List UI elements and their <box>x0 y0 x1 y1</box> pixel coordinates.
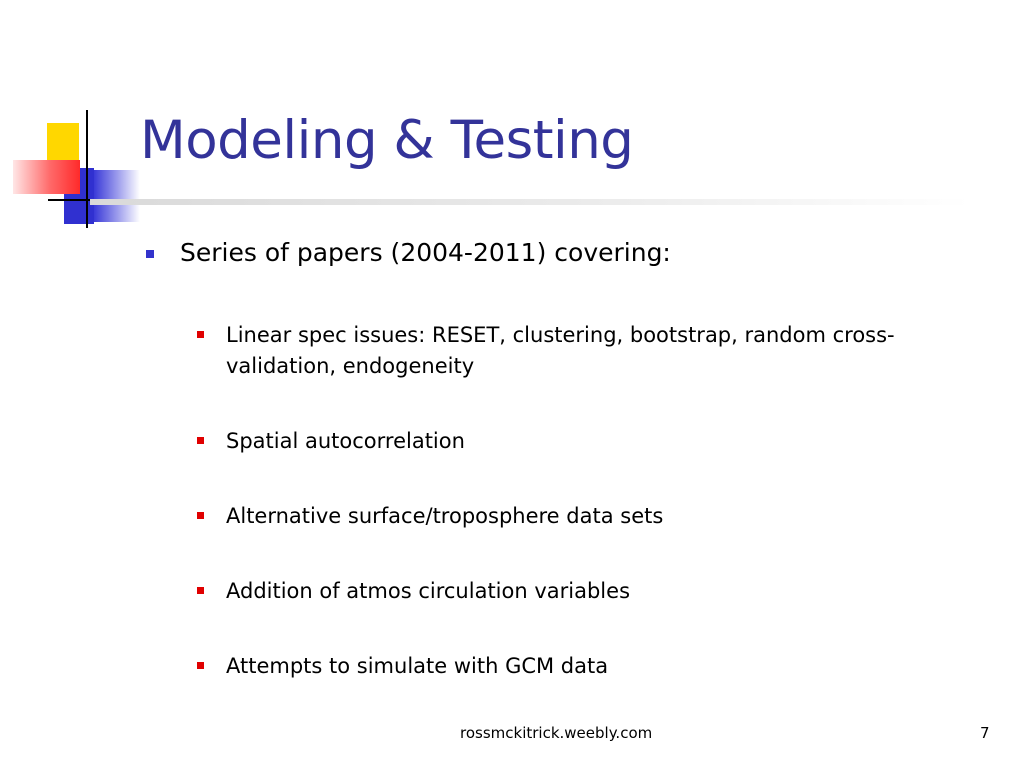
bullet-marker <box>146 250 154 258</box>
footer-url: rossmckitrick.weebly.com <box>460 724 653 742</box>
sub-bullet-marker <box>197 437 204 444</box>
logo-red-square <box>13 160 80 194</box>
sub-bullet-text: Attempts to simulate with GCM data <box>226 654 609 678</box>
sub-bullet-marker <box>197 331 204 338</box>
bullet-text: Series of papers (2004-2011) covering: <box>180 238 671 267</box>
sub-bullet-text: Linear spec issues: RESET, clustering, bootstrap, random cross-validation, endogeneity <box>226 323 895 378</box>
sub-bullet-text: Spatial autocorrelation <box>226 429 465 453</box>
logo-vertical-line <box>86 110 88 228</box>
sub-bullet-marker <box>197 512 204 519</box>
page-number: 7 <box>980 724 990 742</box>
logo-yellow-square <box>47 123 79 161</box>
sub-bullet-text: Addition of atmos circulation variables <box>226 579 631 603</box>
sub-bullet-marker <box>197 662 204 669</box>
sub-bullet-marker <box>197 587 204 594</box>
logo-blue-fade <box>94 170 140 222</box>
sub-bullet-text: Alternative surface/troposphere data sets <box>226 504 664 528</box>
title-underline-rule <box>90 199 970 205</box>
slide-title: Modeling & Testing <box>140 110 634 171</box>
